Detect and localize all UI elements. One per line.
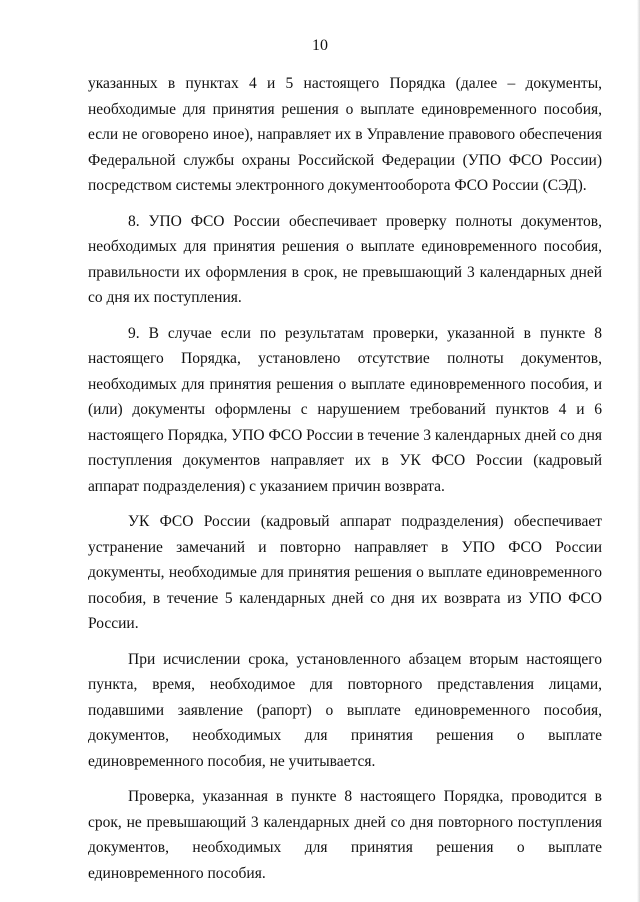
paragraph-recheck: Проверка, указанная в пункте 8 настоящего Порядка, проводится в срок, не превышающий 3 календарных дней со дня повторного поступления документов, необходимых для принятия решения о выплате единовременного пособия. bbox=[88, 788, 602, 882]
paragraph-item-9: 9. В случае если по результатам проверки, указанной в пункте 8 настоящего Порядка, установлено отсутствие полноты документов, необходимых для принятия решения о выплате единовременного пособия, и (или) документы оформлены с нарушением требований пунктов 4 и 6 настоящего Порядка, УПО ФСО России в течение 3 календарных дней со дня поступления документов направляет их в УК ФСО России (кадровый аппарат подразделения) с указанием причин возврата. bbox=[88, 324, 602, 495]
paragraph-item-8: 8. УПО ФСО России обеспечивает проверку полноты документов, необходимых для принятия решения о выплате единовременного пособия, правильности их оформления в срок, не превышающий 3 календарных дней со дня их поступления. bbox=[88, 212, 602, 306]
paragraph-uk-fso: УК ФСО России (кадровый аппарат подразделения) обеспечивает устранение замечаний и повторно направляет в УПО ФСО России документы, необходимые для принятия решения о выплате единовременного пособия, в течение 5 календарных дней со дня их возврата из УПО ФСО России. bbox=[88, 513, 602, 632]
paragraph-continuation: указанных в пунктах 4 и 5 настоящего Порядка (далее – документы, необходимые для принятия решения о выплате единовременного пособия, если не оговорено иное), направляет их в Управление правового обеспечения Федеральной службы охраны Российской Федерации (УПО ФСО России) посредством системы электронного документооборота ФСО России (СЭД). bbox=[88, 75, 602, 194]
paragraph-term-calculation: При исчислении срока, установленного абзацем вторым настоящего пункта, время, необходимое для повторного представления лицами, подавшими заявление (рапорт) о выплате единовременного пособия, документов, необходимых для принятия решения о выплате единовременного пособия, не учитывается. bbox=[88, 650, 602, 770]
document-body bbox=[88, 71, 602, 886]
page-number: 10 bbox=[312, 37, 328, 54]
